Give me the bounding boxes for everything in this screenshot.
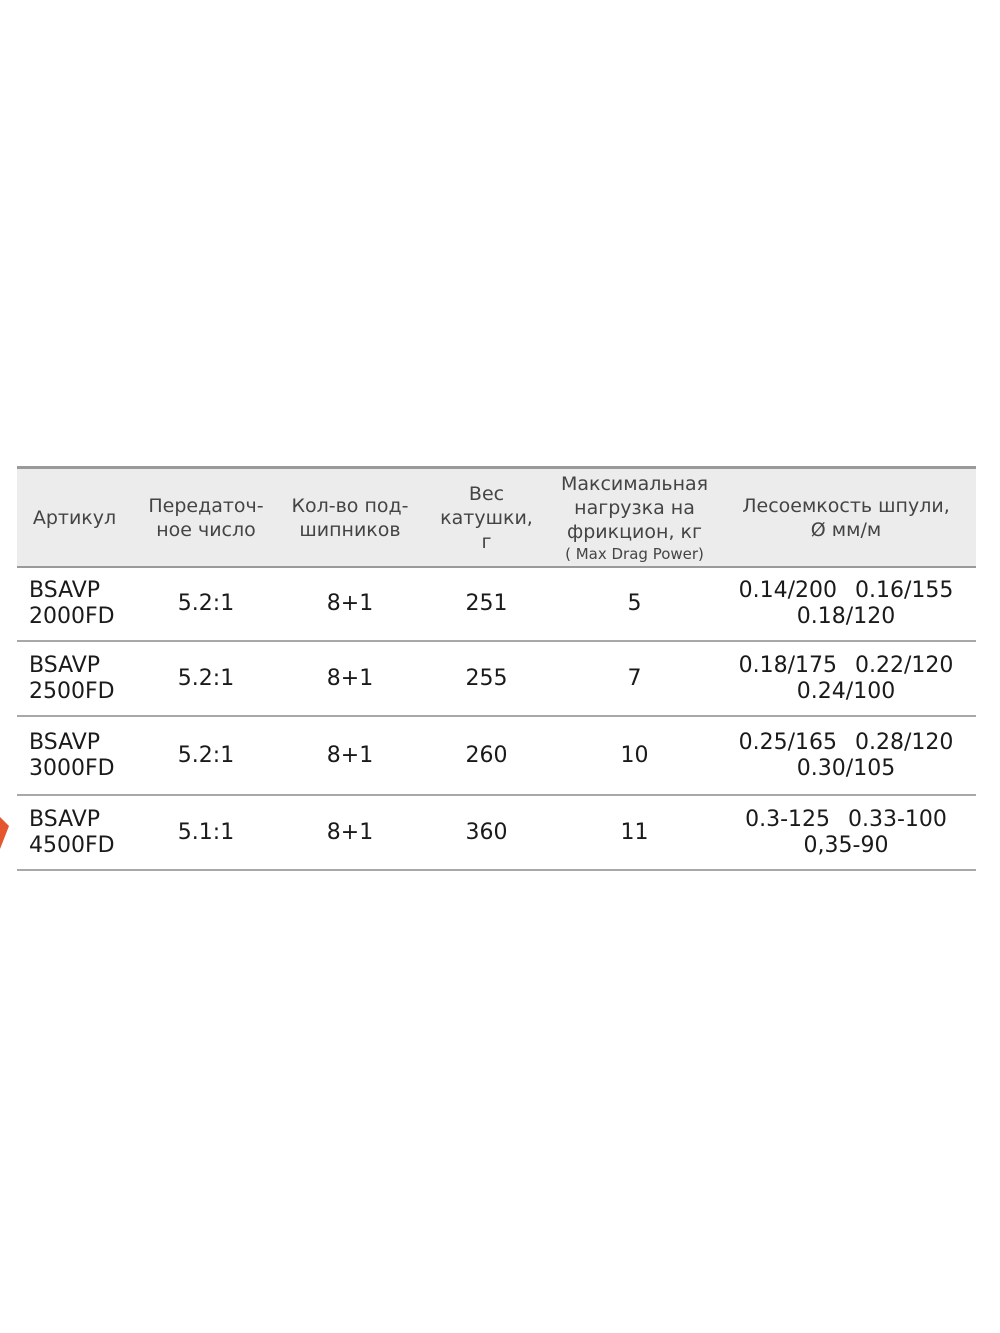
weight-cell: 251 [420,567,553,641]
model-cell: BSAVP 2000FD [17,567,132,641]
header-max-drag: Максимальная нагрузка на фрикцион, кг ( Max Drag Power) [553,468,716,568]
max-drag-cell: 11 [553,795,716,870]
header-gear-ratio: Передаточ- ное число [132,468,280,568]
gear-ratio-cell: 5.2:1 [132,567,280,641]
weight-cell: 260 [420,716,553,795]
max-drag-cell: 7 [553,641,716,716]
max-drag-cell: 5 [553,567,716,641]
table-row [17,795,976,870]
bearings-cell: 8+1 [280,795,420,870]
capacity-cell: 0.14/200 0.16/155 0.18/120 [716,567,976,641]
gear-ratio-cell: 5.2:1 [132,641,280,716]
capacity-cell: 0.25/165 0.28/120 0.30/105 [716,716,976,795]
header-article: Артикул [17,468,132,568]
capacity-cell: 0.18/175 0.22/120 0.24/100 [716,641,976,716]
model-cell: BSAVP 4500FD [17,795,132,870]
gear-ratio-cell: 5.2:1 [132,716,280,795]
table-row [17,641,976,716]
header-bearings: Кол-во под- шипников [280,468,420,568]
table-row [17,716,976,795]
bearings-cell: 8+1 [280,567,420,641]
weight-cell: 255 [420,641,553,716]
capacity-cell: 0.3-125 0.33-100 0,35-90 [716,795,976,870]
bearings-cell: 8+1 [280,641,420,716]
header-weight: Вес катушки, г [420,468,553,568]
header-line-capacity: Лесоемкость шпули, Ø мм/м [716,468,976,568]
model-cell: BSAVP 2500FD [17,641,132,716]
bearings-cell: 8+1 [280,716,420,795]
max-drag-cell: 10 [553,716,716,795]
weight-cell: 360 [420,795,553,870]
table-row [17,567,976,641]
accent-arrow-mark [0,817,9,849]
model-cell: BSAVP 3000FD [17,716,132,795]
reel-spec-table [17,466,976,871]
gear-ratio-cell: 5.1:1 [132,795,280,870]
table-header-row [17,468,976,568]
